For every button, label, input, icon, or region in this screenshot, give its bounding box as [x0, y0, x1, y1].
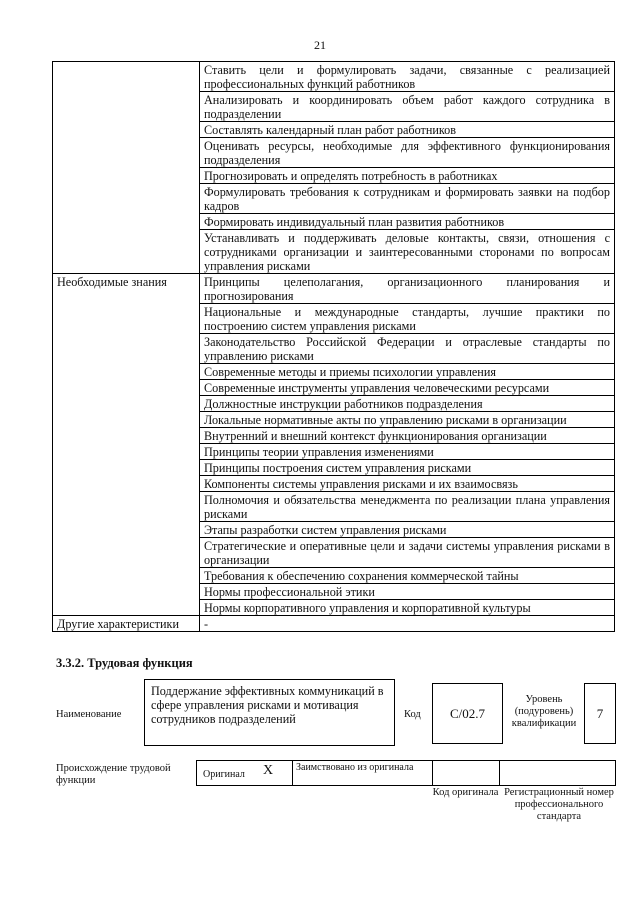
code-label: Код — [404, 709, 421, 720]
item-cell: Принципы теории управления изменениями — [200, 444, 615, 460]
reg-number-cell — [500, 761, 615, 785]
requirements-table — [52, 61, 615, 632]
table-row — [53, 274, 615, 304]
item-cell: Стратегические и оперативные цели и задачи системы управления рисками в организации — [200, 538, 615, 568]
item-cell: Полномочия и обязательства менеджмента по реализации плана управления рисками — [200, 492, 615, 522]
item-cell: Формулировать требования к сотрудникам и формировать заявки на подбор кадров — [200, 184, 615, 214]
item-cell: Прогнозировать и определять потребность в работниках — [200, 168, 615, 184]
borrowed-cell — [293, 761, 433, 785]
item-cell: Принципы целеполагания, организационного планирования и прогнозирования — [200, 274, 615, 304]
level-value-box: 7 — [584, 683, 616, 744]
original-cell — [197, 761, 293, 785]
category-cell: Необходимые знания — [53, 274, 200, 616]
item-cell: Принципы построения систем управления рисками — [200, 460, 615, 476]
item-cell: Устанавливать и поддерживать деловые контакты, связи, отношения с сотрудниками организации и заинтересованными сторонами по вопросам управления рисками — [200, 230, 615, 274]
item-cell: Национальные и международные стандарты, лучшие практики по построению систем управления рисками — [200, 304, 615, 334]
item-cell: Оценивать ресурсы, необходимые для эффективного функционирования подразделения — [200, 138, 615, 168]
function-name-box: Поддержание эффективных коммуникаций в сфере управления рисками и мотивация сотрудников подразделений — [144, 679, 395, 746]
item-cell: Составлять календарный план работ работников — [200, 122, 615, 138]
section-title: 3.3.2. Трудовая функция — [56, 656, 193, 670]
category-cell: Другие характеристики — [53, 616, 200, 632]
original-label: Оригинал — [203, 769, 245, 780]
item-cell: Ставить цели и формулировать задачи, связанные с реализацией профессиональных функций работников — [200, 62, 615, 92]
reg-number-caption: Регистрационный номер профессионального стандарта — [504, 787, 614, 822]
item-cell: - — [200, 616, 615, 632]
borrowed-label: Заимствовано из оригинала — [296, 762, 414, 773]
item-cell: Должностные инструкции работников подразделения — [200, 396, 615, 412]
code-original-caption: Код оригинала — [432, 787, 499, 798]
item-cell: Законодательство Российской Федерации и отраслевые стандарты по управлению рисками — [200, 334, 615, 364]
level-label: Уровень (подуровень) квалификации — [511, 694, 577, 729]
page-number: 21 — [314, 38, 326, 52]
item-cell: Требования к обеспечению сохранения коммерческой тайны — [200, 568, 615, 584]
table-row — [53, 616, 615, 632]
category-cell — [53, 62, 200, 274]
item-cell: Современные инструменты управления человеческими ресурсами — [200, 380, 615, 396]
item-cell: Формировать индивидуальный план развития работников — [200, 214, 615, 230]
item-cell: Этапы разработки систем управления рисками — [200, 522, 615, 538]
code-original-cell — [433, 761, 500, 785]
origin-label: Происхождение трудовой функции — [56, 763, 171, 786]
item-cell: Анализировать и координировать объем работ каждого сотрудника в подразделении — [200, 92, 615, 122]
origin-row — [196, 760, 616, 786]
item-cell: Нормы профессиональной этики — [200, 584, 615, 600]
original-mark: X — [263, 763, 274, 778]
item-cell: Внутренний и внешний контекст функционирования организации — [200, 428, 615, 444]
item-cell: Компоненты системы управления рисками и их взаимосвязь — [200, 476, 615, 492]
item-cell: Современные методы и приемы психологии управления — [200, 364, 615, 380]
item-cell: Локальные нормативные акты по управлению рисками в организации — [200, 412, 615, 428]
name-label: Наименование — [56, 709, 122, 720]
table-row — [53, 62, 615, 92]
item-cell: Нормы корпоративного управления и корпоративной культуры — [200, 600, 615, 616]
code-value-box: C/02.7 — [432, 683, 503, 744]
